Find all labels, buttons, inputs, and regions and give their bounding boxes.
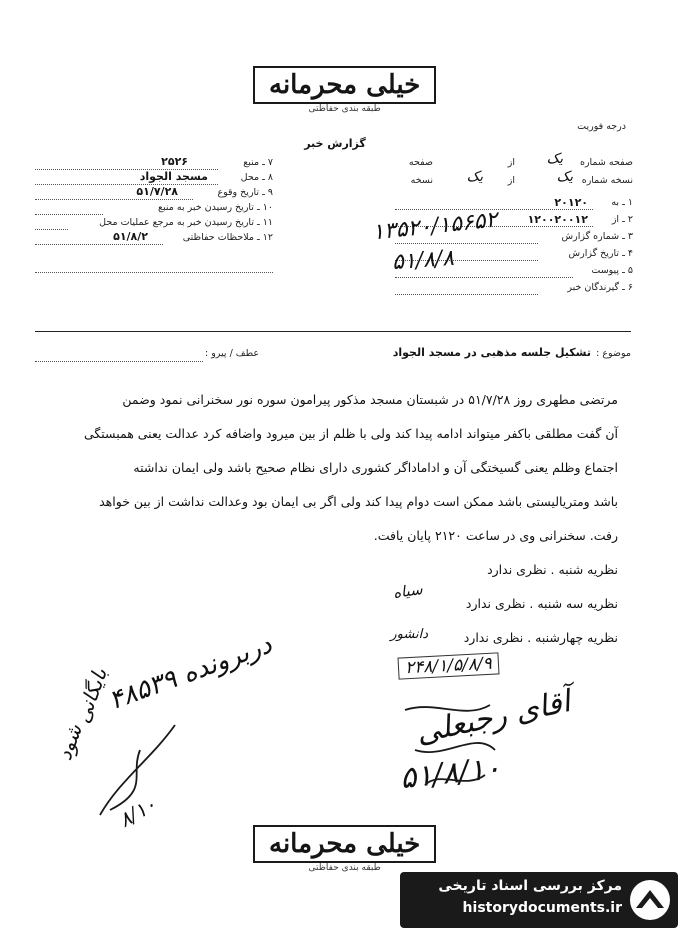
watermark-logo	[400, 872, 678, 928]
handwritten-registration-number: ۱۳۵۲۰/۱۵۶۵۲	[371, 207, 499, 246]
copy-number-row: نسخه شماره یک از یک نسخه	[410, 169, 633, 186]
handwritten-right-note: آقای رجبعلی	[413, 684, 574, 751]
body-line: رفت. سخنرانی وی در ساعت ۲۱۲۰ پایان یافت.	[373, 528, 618, 543]
report-body	[78, 392, 618, 562]
field-security-notes: ۱۲ ـ ملاحظات حفاظتی ۵۱/۸/۲	[35, 230, 273, 245]
opinion-tuesday: نظریه سه شنبه . نظری ندارد سیاه	[392, 580, 618, 611]
subject-label: موضوع :	[596, 348, 631, 359]
handwritten-left-note-line2: بایگانی	[70, 664, 112, 727]
field-from: ۲ ـ از ۱۲۰۰۲۰۰۱۲	[395, 212, 633, 229]
field-to: ۱ ـ به ۲۰۱۲۰	[395, 195, 633, 212]
opinion-wednesday: نظریه چهارشنبه . نظری ندارد دانشور	[390, 627, 618, 645]
opinion-signature: دانشور	[390, 627, 428, 642]
header-separator	[35, 331, 631, 332]
body-line: باشد ومتریالیستی باشد ممکن است دوام پیدا کند ولی اگر بی ایمان بود وعدالت نداشت از بین خواهد	[99, 494, 618, 509]
previous-reference-label: عطف / پیرو :	[205, 348, 260, 359]
watermark-title: مرکز بررسی اسناد تاریخی	[438, 878, 622, 894]
opinion-saturday: نظریه شنبه . نظری ندارد	[487, 562, 618, 577]
handwriting-scribble	[395, 690, 505, 800]
body-line: آن گفت مطلقی باکفر میتواند ادامه پیدا کند ولی با ظلم از بین میرود واضافه کرد عدالت یعنی همبستگی	[83, 426, 618, 441]
handwritten-left-note-date: ۸/۱۰	[114, 791, 161, 833]
body-line: اجتماع وظلم یعنی گسیختگی آن و اداماداگر کشوری دارای نظام صحیح باشد ولی ایمان نداشته	[133, 460, 618, 475]
bottom-classification-stamp	[253, 825, 436, 873]
handwritten-right-date: ۵۱/۸/۱۰	[398, 750, 503, 797]
field-received-by-operations: ۱۱ ـ تاریخ رسیدن خبر به مرجع عملیات محل	[35, 215, 273, 230]
book-icon	[628, 878, 672, 922]
field-report-number: ۳ ـ شماره گزارش	[395, 229, 633, 246]
left-numbered-fields	[35, 155, 273, 273]
field-event-date: ۹ ـ تاریخ وقوع ۵۱/۷/۲۸	[35, 185, 273, 200]
opinions-section	[300, 562, 618, 664]
field-location: ۸ ـ محل مسجد الجواد	[35, 170, 273, 185]
handwritten-stamp-number: ۲۴۸/۱/۵/۸/۹	[397, 652, 499, 679]
opinion-signature: سیاه	[392, 580, 425, 602]
top-classification-stamp	[253, 66, 436, 114]
watermark-url: historydocuments.ir	[462, 900, 622, 916]
body-line: مرتضی مطهری روز ۵۱/۷/۲۸ در شبستان مسجد مذکور پیرامون سوره نور سخنرانی نمود وضمن	[122, 392, 618, 407]
classification-subtitle: طبقه بندی حفاظتی	[308, 104, 381, 114]
classification-title: خیلی محرمانه	[253, 66, 436, 104]
subject-row	[205, 345, 631, 363]
report-title: گزارش خبر	[304, 137, 366, 150]
handwritten-registration-date: ۵۱/۸/۸	[391, 245, 455, 276]
right-numbered-fields	[395, 195, 633, 297]
urgency-label: درجه فوریت	[577, 121, 626, 132]
field-source: ۷ ـ منبع ۲۵۲۶	[35, 155, 273, 170]
handwritten-left-note-line3: شود	[52, 721, 87, 764]
subject-text: تشکیل جلسه مذهبی در مسجد الجواد	[392, 346, 591, 359]
handwriting-signature-stroke	[80, 720, 190, 820]
field-recipients: ۶ ـ گیرندگان خبر	[395, 280, 633, 297]
handwritten-left-note-line1: ۴۸۵۳۹ دربرونده	[105, 629, 276, 717]
field-report-date: ۴ ـ تاریخ گزارش	[395, 246, 633, 263]
classification-title: خیلی محرمانه	[253, 825, 436, 863]
field-received-by-source: ۱۰ ـ تاریخ رسیدن خبر به منبع	[35, 200, 273, 215]
page-number-row: صفحه شماره یک از صفحه	[408, 151, 633, 168]
field-attachment: ۵ ـ پیوست	[395, 263, 633, 280]
right-header-fields	[395, 151, 633, 191]
classification-subtitle: طبقه بندی حفاظتی	[308, 863, 381, 873]
previous-reference-line	[35, 360, 203, 362]
